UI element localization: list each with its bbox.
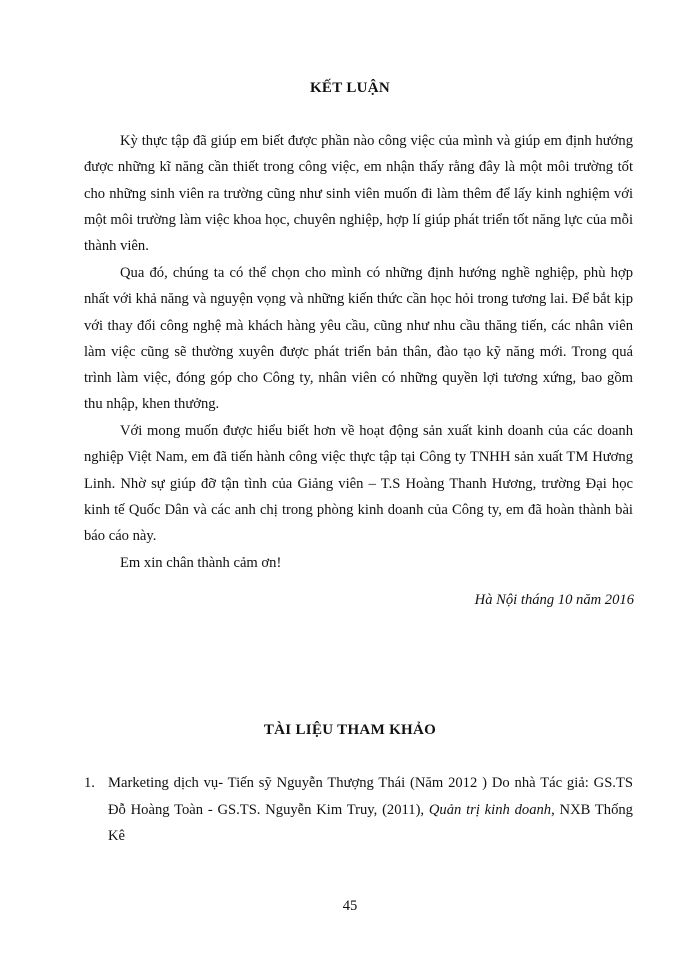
reference-number: 1. — [84, 775, 95, 791]
thank-you-line: Em xin chân thành cảm ơn! — [120, 555, 282, 571]
conclusion-paragraph-3: Với mong muốn được hiểu biết hơn về hoạt động sản xuất kinh doanh của các doanh nghiệp Việt Nam, em đã tiến hành công việc thực tập tại Công ty TNHH sản xuất TM Hương Linh. Nhờ sự giúp đỡ tận tình của Giảng viên – T.S Hoàng Thanh Hương, trường Đại học kinh tế Quốc Dân và các anh chị trong phòng kinh doanh của Công ty, em đã hoàn thành bài báo cáo này. — [84, 423, 633, 545]
date-signature: Hà Nội tháng 10 năm 2016 — [474, 592, 634, 608]
reference-publisher: , NXB Thống Kê — [108, 801, 633, 844]
reference-item — [84, 770, 633, 850]
conclusion-heading: KẾT LUẬN — [309, 80, 391, 96]
references-heading: TÀI LIỆU THAM KHẢO — [263, 722, 437, 738]
conclusion-paragraph-2: Qua đó, chúng ta có thể chọn cho mình có những định hướng nghề nghiệp, phù hợp nhất với khả năng và nguyện vọng và những kiến thức cần học hỏi trong tương lai. Để bắt kịp với thay đổi công nghệ mà khách hàng yêu cầu, cũng như nhu cầu thăng tiến, các nhân viên làm việc cũng sẽ thường xuyên được phát triển bản thân, đào tạo kỹ năng mới. Trong quá trình làm việc, đóng góp cho Công ty, nhân viên có những quyền lợi tương xứng, bao gồm thu nhập, khen thưởng. — [84, 265, 633, 413]
conclusion-paragraph-1: Kỳ thực tập đã giúp em biết được phần nào công việc của mình và giúp em định hướng được những kĩ năng cần thiết trong công việc, em nhận thấy rằng đây là một môi trường tốt cho những sinh viên ra trường cũng như sinh viên muốn đi làm thêm để lấy kinh nghiệm với một môi trường làm việc khoa học, chuyên nghiệp, hợp lí giúp phát triển tốt năng lực của mỗi thành viên. — [84, 133, 633, 255]
page-number: 45 — [342, 898, 358, 914]
reference-text: Marketing dịch vụ- Tiến sỹ Nguyễn Thượng Thái (Năm 2012 ) Do nhà Tác giả: GS.TS Đỗ Hoàng Toàn - GS.TS. Nguyễn Kim Truy, (2011), — [108, 775, 633, 818]
reference-book-title: Quản trị kinh doanh — [428, 801, 552, 818]
